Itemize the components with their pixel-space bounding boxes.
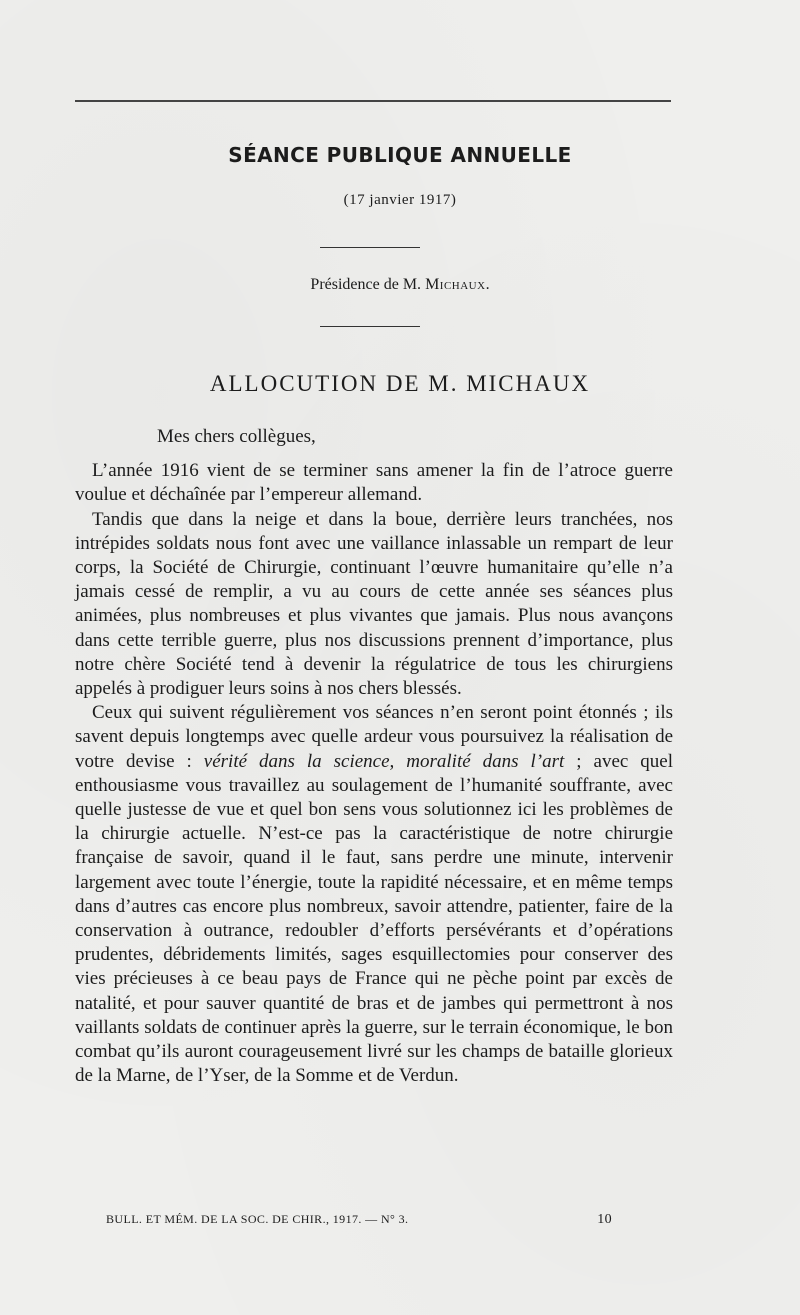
separator-rule <box>320 247 420 248</box>
paragraph: L’année 1916 vient de se terminer sans amener la fin de l’atroce guerre voulue et déchaînée par l’empereur allemand. <box>75 460 673 506</box>
page-number: 10 <box>597 1212 612 1227</box>
motto: vérité dans la science, moralité dans l’art <box>203 750 565 772</box>
article-body <box>75 425 673 1088</box>
presidence-prefix: Présidence de M. <box>310 276 426 293</box>
journal-citation: BULL. ET MÉM. DE LA SOC. DE CHIR., 1917. — N° 3. <box>106 1212 409 1226</box>
separator-rule <box>320 326 420 327</box>
paragraph-text: Ceux qui suivent régulièrement vos séances n’en seront point étonnés ; ils savent depuis longtemps avec quelle ardeur vous poursuivez la réalisation de votre devise : <box>75 702 673 772</box>
presidence-suffix: . <box>485 276 490 293</box>
session-date: (17 janvier 1917) <box>343 192 457 208</box>
paragraph <box>75 701 673 1088</box>
section-heading: SÉANCE PUBLIQUE ANNUELLE <box>228 143 572 167</box>
page-footer <box>106 1212 612 1227</box>
presidence-line <box>0 276 800 294</box>
article-title: ALLOCUTION DE M. MICHAUX <box>209 371 591 396</box>
salutation: Mes chers collègues, <box>157 426 316 447</box>
paragraph-text: ; avec quel enthousiasme vous travaillez au soulagement de l’humanité souffrante, avec quelle justesse de vue et quel bon sens vous solutionnez ici les problèmes de la chirurgie actuelle. N’est-ce pas la caractéristique de notre chirurgie française de savoir, quand il le faut, sans perdre une minute, intervenir largement avec toute l’énergie, toute la rapidité nécessaire, et en même temps dans d’autres cas encore plus nombreux, savoir attendre, patienter, faire de la conservation à outrance, redoubler d’efforts persévérants et d’opérations prudentes, débridements limités, sages esquillectomies pour conserver des vies précieuses à ce beau pays de France qui ne pèche point par excès de natalité, et pour sauver quantité de bras et de jambes qui permettront à nos vaillants soldats de continuer après la guerre, sur le terrain économique, le bon combat qu’ils auront courageusement livré sur les champs de bataille glorieux de la Marne, de l’Yser, de la Somme et de Verdun. <box>75 750 674 1087</box>
president-name: Michaux <box>425 276 486 293</box>
paragraph: Tandis que dans la neige et dans la boue, derrière leurs tranchées, nos intrépides soldats nous font avec une vaillance inlassable un rempart de leur corps, la Société de Chirurgie, continuant l’œuvre humanitaire qu’elle n’a jamais cessé de remplir, a vu au cours de cette année ses séances plus animées, plus nombreuses et plus vivantes que jamais. Plus nous avançons dans cette terrible guerre, plus nos discussions prennent d’importance, plus notre chère Société tend à devenir la régulatrice de tous les chirurgiens appelés à prodiguer leurs soins à nos chers blessés. <box>75 508 673 700</box>
top-rule <box>75 100 671 102</box>
